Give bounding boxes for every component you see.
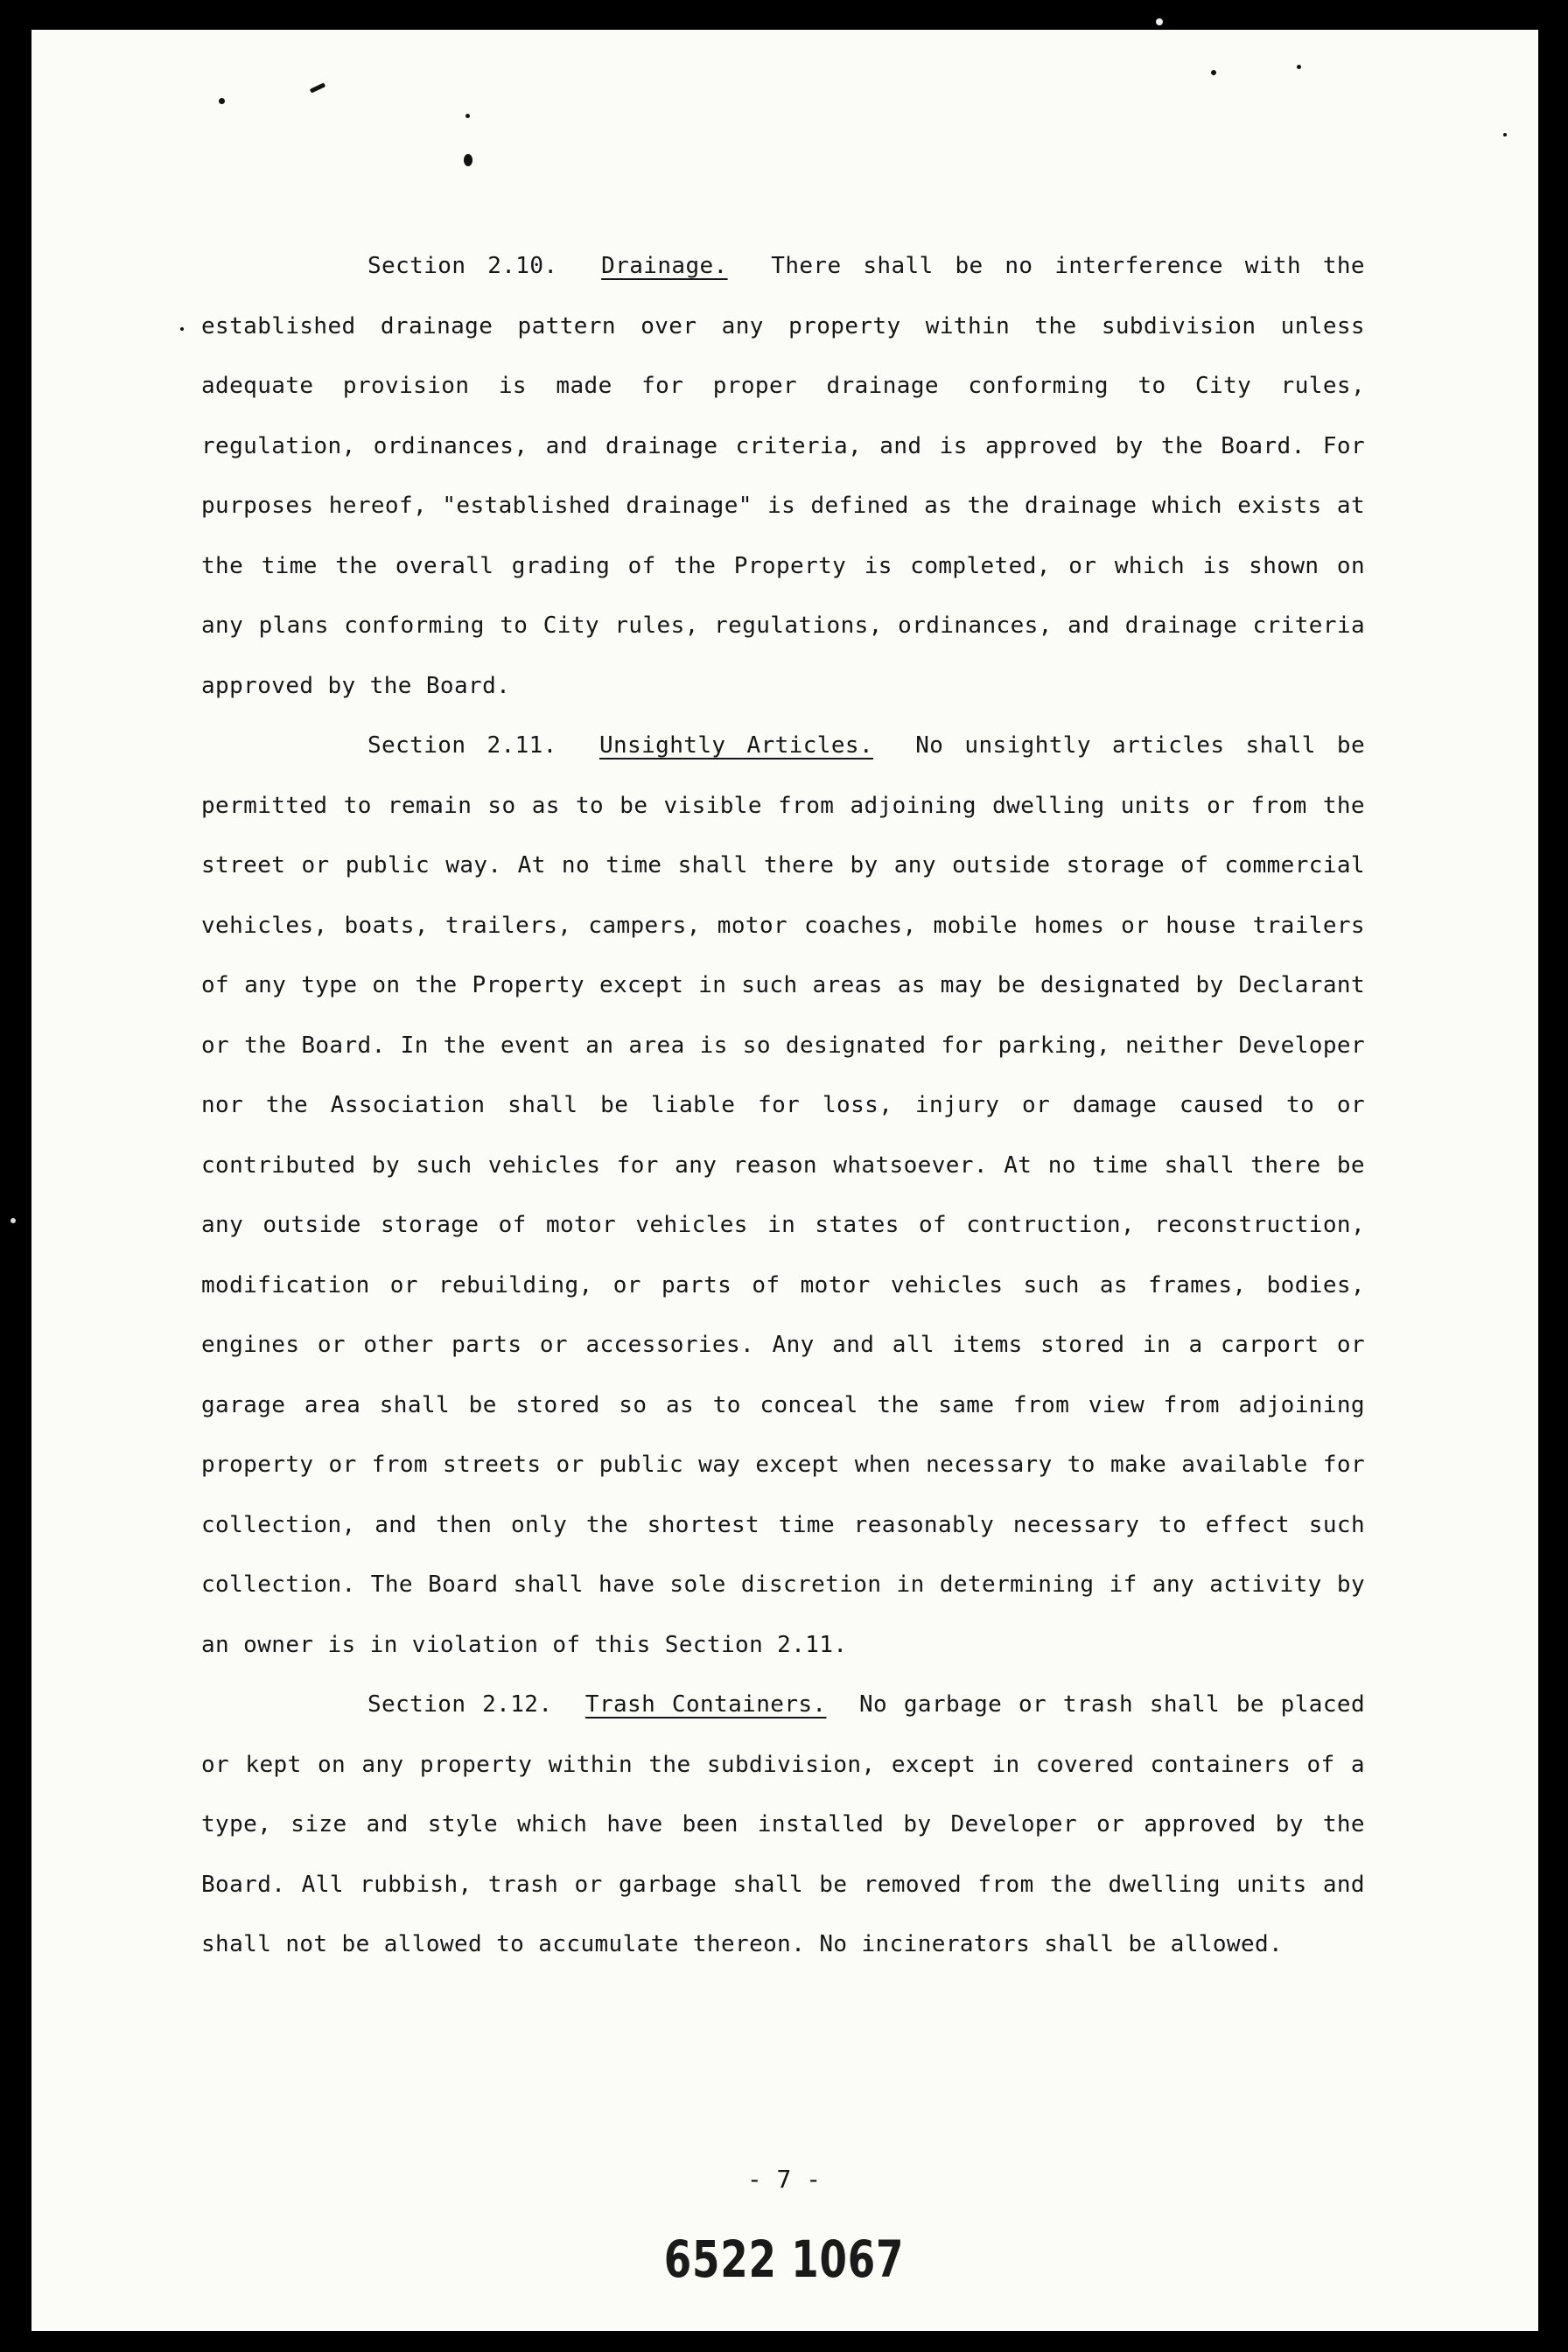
section-drainage [201, 236, 1365, 716]
scan-speck [466, 114, 470, 118]
section-body: No unsightly articles shall be permitted to remain so as to be visible from adjoining dwelling units or from the street or public way. At no time shall there by any outside storage of commercial vehicles, boats, trailers, campers, motor coaches, mobile homes or house trailers of any type on the Property except in such areas as may be designated by Declarant or the Board. In the event an area is so designated for parking, neither Developer nor the Association shall be liable for loss, injury or damage caused to or contributed by such vehicles for any reason whatsoever. At no time shall there be any outside storage of motor vehicles in states of contruction, reconstruction, modification or rebuilding, or parts of motor vehicles such as frames, bodies, engines or other parts or accessories. Any and all items stored in a carport or garage area shall be stored so as to conceal the same from view from adjoining property or from streets or public way except when necessary to make available for collection, and then only the shortest time reasonably necessary to effect such collection. The Board shall have sole discretion in determining if any activity by an owner is in violation of this Section 2.11. [201, 732, 1365, 1658]
scan-speck [310, 82, 326, 93]
page-number: - 7 - [746, 2165, 822, 2194]
scan-speck [180, 327, 184, 331]
scan-speck [219, 98, 225, 104]
scan-speck [464, 154, 472, 166]
section-body: There shall be no interference with the established drainage pattern over any property within the subdivision unless adequate provision is made for proper drainage conforming to City rules, regulation, ordinances, and drainage criteria, and is approved by the Board. For purposes hereof, "established drainage" is defined as the drainage which exists at the time the overall grading of the Property is completed, or which is shown on any plans conforming to City rules, regulations, ordinances, and drainage criteria approved by the Board. [201, 253, 1365, 699]
section-number: Section 2.11. [368, 732, 557, 759]
scan-speck [1211, 70, 1216, 75]
section-heading: Drainage. [601, 253, 728, 279]
section-unsightly-articles [201, 716, 1365, 1675]
section-body: No garbage or trash shall be placed or kept on any property within the subdivision, except in covered containers of a type, size and style which have been installed by Developer or approved by the Board. All rubbish, trash or garbage shall be removed from the dwelling units and shall not be allowed to accumulate thereon. No incinerators shall be allowed. [201, 1691, 1366, 1957]
section-number: Section 2.12. [368, 1691, 553, 1718]
scan-speck [1297, 65, 1301, 69]
scan-speck [10, 1218, 16, 1223]
section-trash-containers [201, 1675, 1365, 1975]
section-number: Section 2.10. [368, 253, 558, 279]
recording-stamp-number: 6522 1067 [663, 2230, 905, 2289]
section-heading: Trash Containers. [584, 1691, 827, 1718]
document-body [201, 236, 1365, 1975]
section-heading: Unsightly Articles. [598, 732, 874, 759]
scan-speck [1156, 18, 1163, 25]
scan-speck [1503, 133, 1507, 136]
